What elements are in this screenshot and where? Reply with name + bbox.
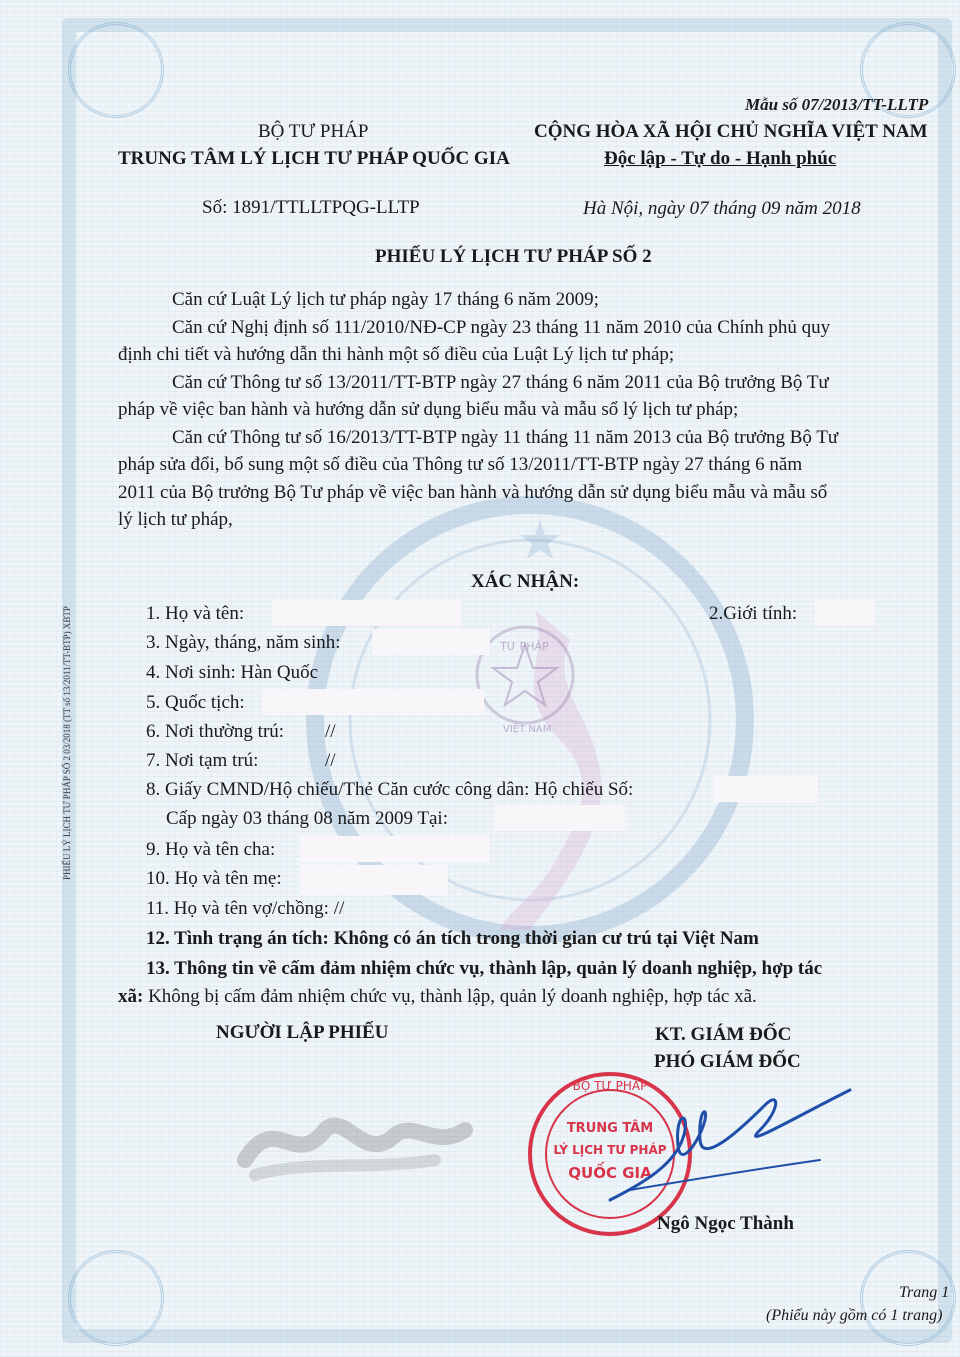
- page-count-note: (Phiếu này gồm có 1 trang): [766, 1307, 943, 1324]
- form-code: Mẫu số 07/2013/TT-LLTP: [745, 95, 929, 114]
- field-prohibition-value: Không bị cấm đảm nhiệm chức vụ, thành lập, quản lý doanh nghiệp, hợp tác xã.: [148, 986, 757, 1007]
- field-criminal-record: 12. Tình trạng án tích: Không có án tích trong thời gian cư trú tại Việt Nam: [146, 928, 759, 949]
- preamble-line: 2011 của Bộ trưởng Bộ Tư pháp về việc ban hành và hướng dẫn sử dụng biểu mẫu và mẫu sổ: [118, 482, 828, 503]
- field-nationality: 5. Quốc tịch:: [146, 692, 245, 713]
- field-full-name: 1. Họ và tên:: [146, 603, 245, 624]
- preamble-line: pháp về việc ban hành và hướng dẫn sử dụng biểu mẫu và mẫu sổ lý lịch tư pháp;: [118, 399, 739, 420]
- place-date: Hà Nội, ngày 07 tháng 09 năm 2018: [583, 198, 861, 219]
- field-permanent-residence: 6. Nơi thường trú:: [146, 721, 285, 742]
- preamble-line: Căn cứ Thông tư số 13/2011/TT-BTP ngày 27 tháng 6 năm 2011 của Bộ trưởng Bộ Tư: [172, 372, 829, 393]
- corner-ornament: [68, 22, 164, 118]
- seal-line-2: LÝ LỊCH TƯ PHÁP: [553, 1143, 667, 1157]
- kt-director-title: KT. GIÁM ĐỐC: [655, 1024, 792, 1045]
- field-temporary-residence: 7. Nơi tạm trú:: [146, 750, 259, 771]
- redaction: [262, 689, 484, 715]
- corner-ornament: [68, 1250, 164, 1346]
- emblem-top-text: TƯ PHÁP: [500, 640, 549, 653]
- field-father-name: 9. Họ và tên cha:: [146, 839, 276, 860]
- preamble-line: định chi tiết và hướng dẫn thi hành một số điều của Luật Lý lịch tư pháp;: [118, 344, 675, 365]
- field-temporary-residence-value: //: [325, 750, 336, 771]
- country-name: CỘNG HÒA XÃ HỘI CHỦ NGHĨA VIỆT NAM: [534, 121, 928, 142]
- redaction: [300, 836, 490, 862]
- ministry-name: BỘ TƯ PHÁP: [258, 121, 369, 142]
- seal-outer-text: BỘ TƯ PHÁP: [572, 1079, 648, 1093]
- side-margin-note: PHIẾU LÝ LỊCH TƯ PHÁP SỐ 2 03/2018 (TT số 13/2011/TT-BTP) XBTP: [62, 606, 72, 880]
- preamble-line: Căn cứ Thông tư số 16/2013/TT-BTP ngày 11 tháng 11 năm 2013 của Bộ trưởng Bộ Tư: [172, 427, 839, 448]
- field-id-document: 8. Giấy CMND/Hộ chiếu/Thẻ Căn cước công dân: Hộ chiếu Số:: [146, 779, 634, 800]
- preamble-line: pháp sửa đổi, bổ sung một số điều của Thông tư số 13/2011/TT-BTP ngày 27 tháng 6 năm: [118, 454, 803, 475]
- field-prohibition-label: xã:: [118, 986, 144, 1007]
- redaction: [815, 600, 875, 626]
- signer-name: Ngô Ngọc Thành: [657, 1213, 794, 1234]
- field-gender: 2.Giới tính:: [709, 603, 798, 624]
- redaction: [272, 600, 462, 626]
- redaction: [300, 865, 448, 895]
- emblem-bottom-text: VIỆT NAM: [503, 724, 552, 735]
- seal-line-3: QUỐC GIA: [568, 1164, 652, 1182]
- field-birthplace: 4. Nơi sinh: Hàn Quốc: [146, 662, 319, 683]
- preamble-line: Căn cứ Nghị định số 111/2010/NĐ-CP ngày 23 tháng 11 năm 2010 của Chính phủ quy: [172, 317, 831, 338]
- field-mother-name: 10. Họ và tên mẹ:: [146, 868, 282, 889]
- field-birth-date: 3. Ngày, tháng, năm sinh:: [146, 632, 341, 653]
- preparer-title: NGƯỜI LẬP PHIẾU: [216, 1022, 389, 1043]
- seal-line-1: TRUNG TÂM: [566, 1121, 654, 1136]
- redaction: [713, 776, 818, 802]
- document-number: Số: 1891/TTLLTPQG-LLTP: [202, 197, 420, 218]
- page-number: Trang 1: [899, 1284, 950, 1301]
- preamble-line: Căn cứ Luật Lý lịch tư pháp ngày 17 tháng 6 năm 2009;: [172, 289, 599, 310]
- redaction: [495, 805, 625, 831]
- field-prohibition-heading: 13. Thông tin về cấm đảm nhiệm chức vụ, thành lập, quản lý doanh nghiệp, hợp tác: [146, 958, 823, 979]
- redaction: [372, 629, 490, 655]
- field-permanent-residence-value: //: [325, 721, 336, 742]
- national-motto: Độc lập - Tự do - Hạnh phúc: [604, 148, 837, 169]
- field-id-issue: Cấp ngày 03 tháng 08 năm 2009 Tại:: [166, 808, 448, 829]
- director-signature: [590, 1070, 870, 1220]
- center-name: TRUNG TÂM LÝ LỊCH TƯ PHÁP QUỐC GIA: [118, 148, 510, 169]
- document-title: PHIẾU LÝ LỊCH TƯ PHÁP SỐ 2: [375, 246, 652, 267]
- deputy-director-title: PHÓ GIÁM ĐỐC: [654, 1051, 801, 1072]
- field-prohibition: [118, 986, 757, 1008]
- field-spouse-name: 11. Họ và tên vợ/chồng: //: [146, 898, 345, 919]
- preamble-line: lý lịch tư pháp,: [118, 509, 233, 530]
- preparer-signature-blurred: [235, 1090, 475, 1190]
- confirm-heading: XÁC NHẬN:: [471, 571, 580, 592]
